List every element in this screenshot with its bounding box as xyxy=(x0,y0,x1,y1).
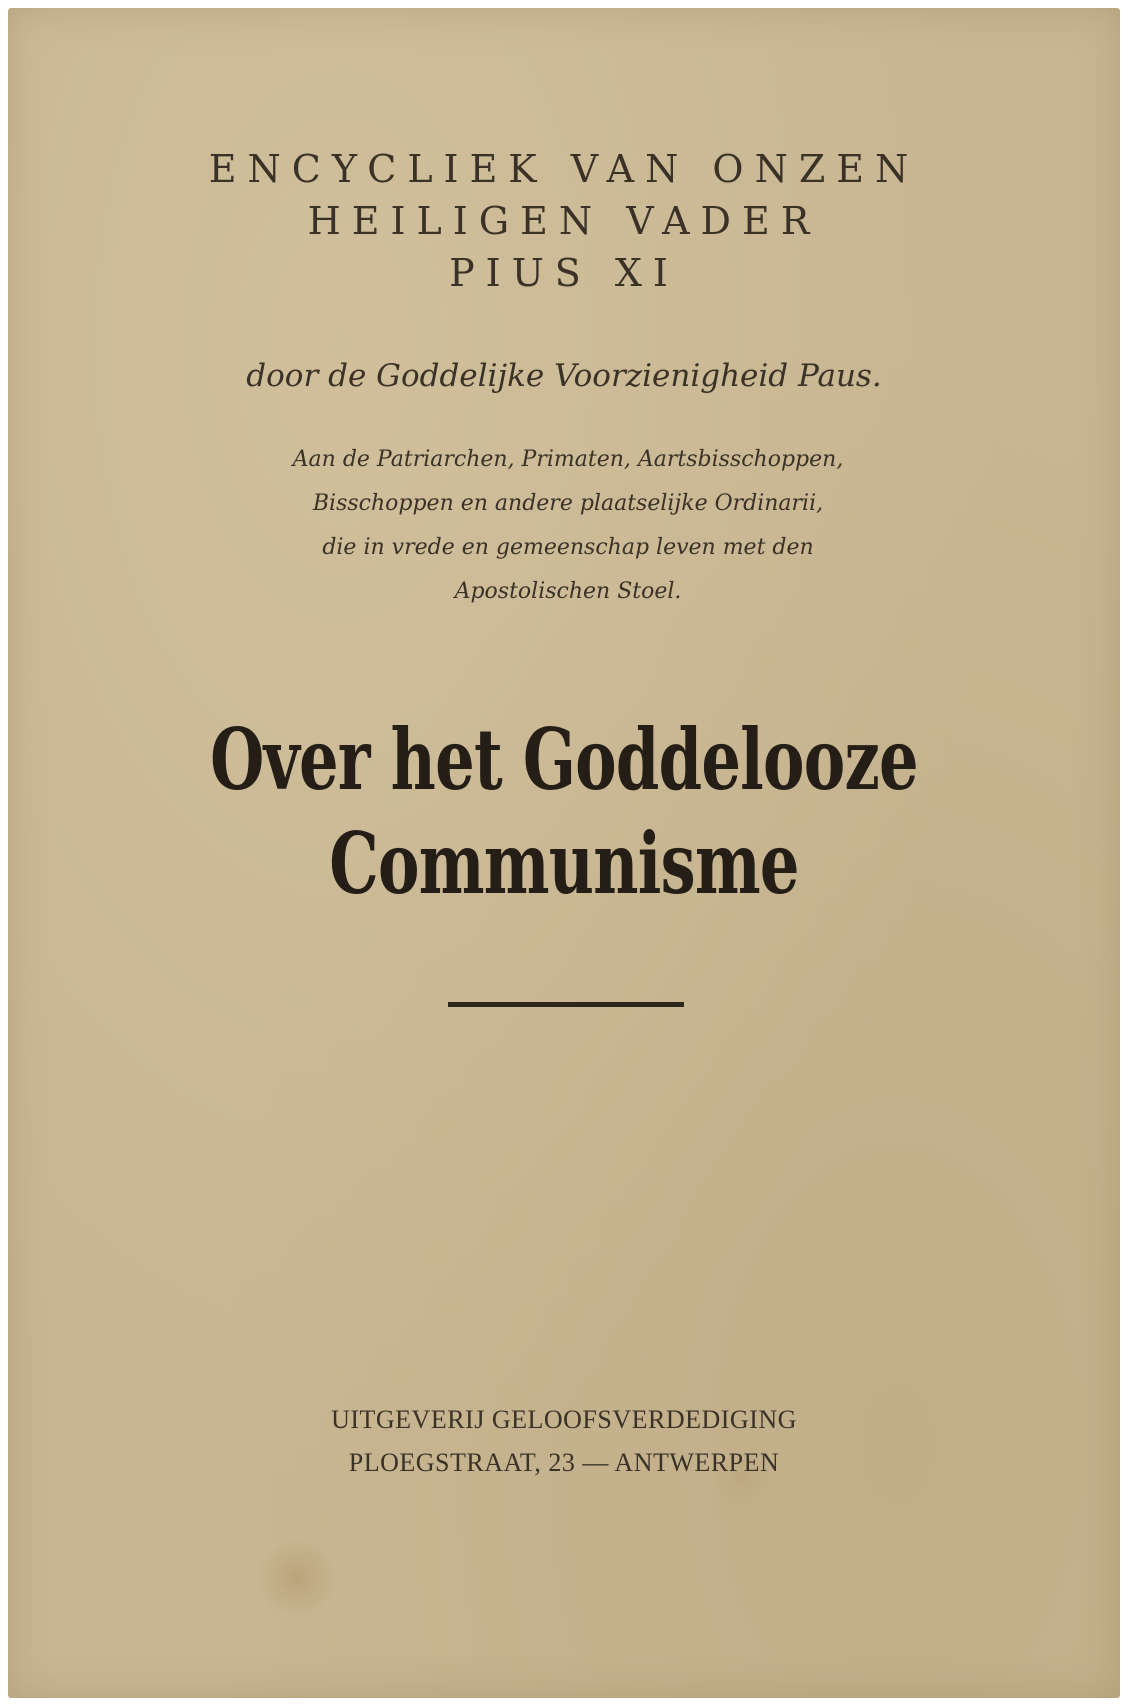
address-line-4: Apostolischen Stoel. xyxy=(454,579,682,604)
heading-line-2: HEILIGEN VADER xyxy=(307,199,821,243)
publisher-address: PLOEGSTRAAT, 23 — ANTWERPEN xyxy=(348,1448,780,1477)
publisher-name: UITGEVERIJ GELOOFSVERDEDIGING xyxy=(331,1405,797,1434)
title-line-1: Over het Goddelooze xyxy=(210,710,918,809)
address-paragraph xyxy=(248,438,888,614)
cover-title xyxy=(153,708,976,916)
encyclical-heading xyxy=(8,143,1120,299)
booklet-cover xyxy=(8,8,1120,1698)
heading-line-1: ENCYCLIEK VAN ONZEN xyxy=(208,147,920,191)
address-line-2: Bisschoppen en andere plaatselijke Ordinarii, xyxy=(312,491,824,516)
publisher-imprint xyxy=(8,1398,1120,1484)
address-line-1: Aan de Patriarchen, Primaten, Aartsbisschoppen, xyxy=(292,447,844,472)
divider-rule xyxy=(448,1002,684,1007)
title-line-2: Communisme xyxy=(329,814,799,913)
heading-line-3: PIUS XI xyxy=(449,251,679,295)
byline: door de Goddelijke Voorzienigheid Paus. xyxy=(246,358,882,394)
address-line-3: die in vrede en gemeenschap leven met den xyxy=(322,535,814,560)
